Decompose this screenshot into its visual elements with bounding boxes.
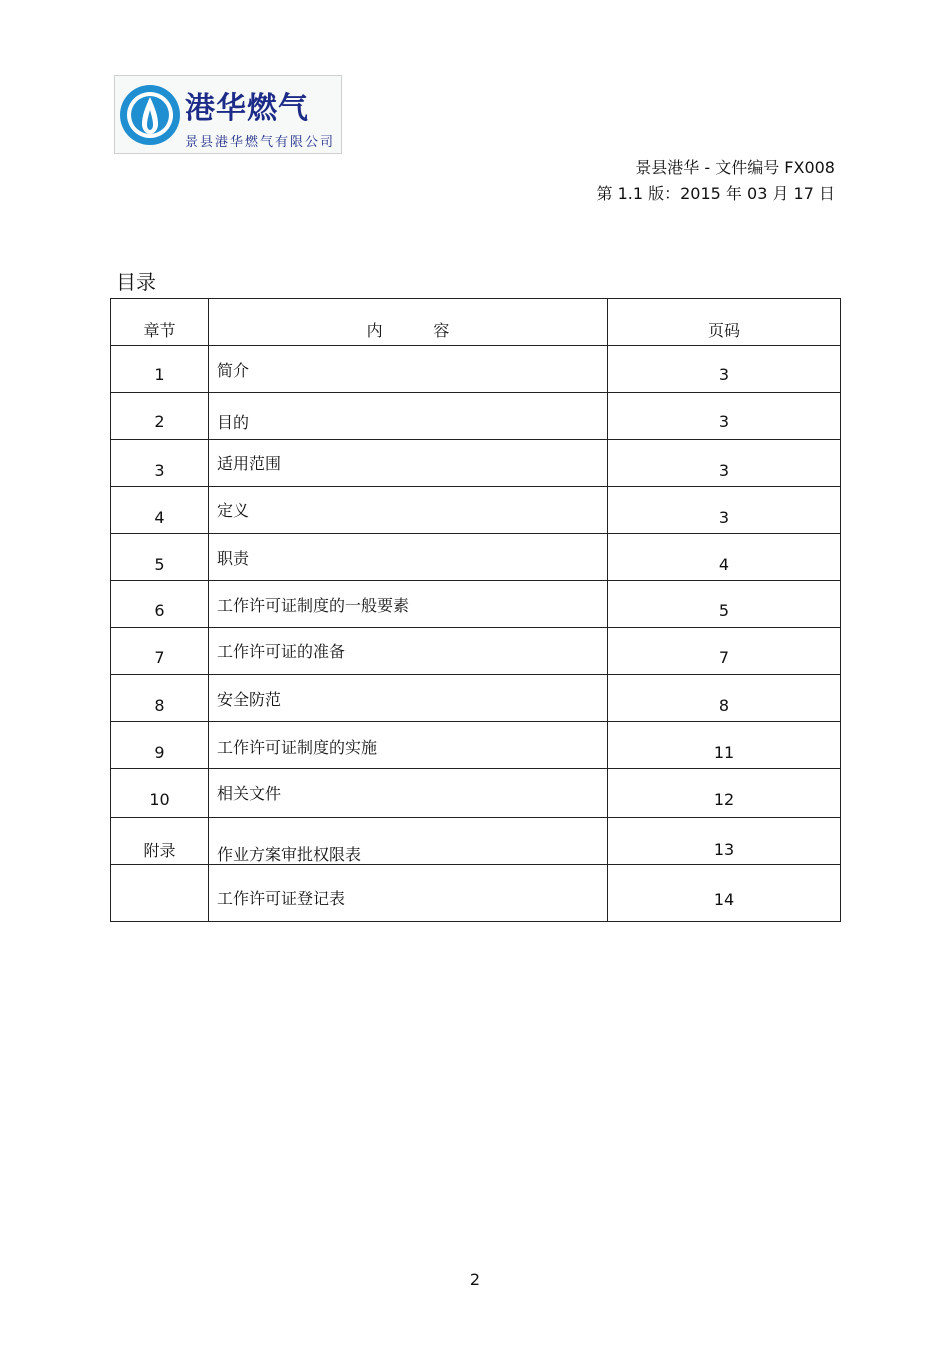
toc-table <box>110 298 841 922</box>
chapter-number: 3 <box>154 461 165 480</box>
table-row <box>111 581 841 628</box>
table-row <box>111 487 841 534</box>
chapter-number: 1 <box>154 365 165 384</box>
chapter-title: 职责 <box>217 549 250 568</box>
chapter-number: 2 <box>154 412 165 431</box>
table-row <box>111 818 841 865</box>
chapter-number: 4 <box>154 508 165 527</box>
column-header-chapter: 章节 <box>143 321 176 340</box>
company-logo <box>114 75 342 154</box>
page-reference: 11 <box>713 743 735 762</box>
page-reference: 5 <box>718 601 730 620</box>
chapter-title: 适用范围 <box>217 454 282 473</box>
table-row <box>111 534 841 581</box>
toc-title: 目录 <box>116 270 156 294</box>
chapter-number: 5 <box>154 555 165 574</box>
chapter-title: 工作许可证制度的一般要素 <box>217 596 410 615</box>
page-number: 2 <box>469 1270 481 1289</box>
chapter-number: 8 <box>154 696 165 715</box>
chapter-title: 相关文件 <box>217 784 282 803</box>
page-reference: 12 <box>713 790 735 809</box>
table-row <box>111 722 841 769</box>
logo-company-name: 港华燃气 <box>185 91 309 126</box>
table-row <box>111 346 841 393</box>
chapter-title: 简介 <box>217 361 250 380</box>
chapter-number: 6 <box>154 601 165 620</box>
chapter-title: 工作许可证的准备 <box>217 642 346 661</box>
column-header-page: 页码 <box>707 321 740 340</box>
table-row <box>111 393 841 440</box>
table-row <box>111 675 841 722</box>
table-row <box>111 440 841 487</box>
flame-logo-icon <box>119 80 181 150</box>
chapter-title: 作业方案审批权限表 <box>217 845 362 864</box>
page-reference: 3 <box>718 508 730 527</box>
chapter-title: 安全防范 <box>217 690 282 709</box>
page-reference: 14 <box>713 890 735 909</box>
toc-header-row <box>111 299 841 346</box>
document-version-date: 第 1.1 版：2015 年 03 月 17 日 <box>596 184 835 203</box>
document-reference: 景县港华 - 文件编号 FX008 <box>635 158 835 177</box>
column-header-content: 内 容 <box>366 321 450 340</box>
page-reference: 3 <box>718 461 730 480</box>
table-row <box>111 628 841 675</box>
chapter-number: 7 <box>154 648 165 667</box>
page-reference: 8 <box>718 696 730 715</box>
page-reference: 3 <box>718 412 730 431</box>
logo-company-full-name: 景县港华燃气有限公司 <box>185 135 336 150</box>
chapter-title: 定义 <box>217 501 250 520</box>
chapter-title: 目的 <box>217 413 250 432</box>
chapter-title: 工作许可证登记表 <box>217 889 346 908</box>
page-reference: 7 <box>718 648 730 667</box>
chapter-number: 附录 <box>143 841 176 860</box>
chapter-number: 10 <box>149 790 170 809</box>
chapter-title: 工作许可证制度的实施 <box>217 738 378 757</box>
table-row <box>111 769 841 818</box>
page-reference: 13 <box>713 840 735 859</box>
table-row <box>111 865 841 922</box>
page-reference: 4 <box>718 555 730 574</box>
page-reference: 3 <box>718 365 730 384</box>
chapter-number: 9 <box>154 743 165 762</box>
